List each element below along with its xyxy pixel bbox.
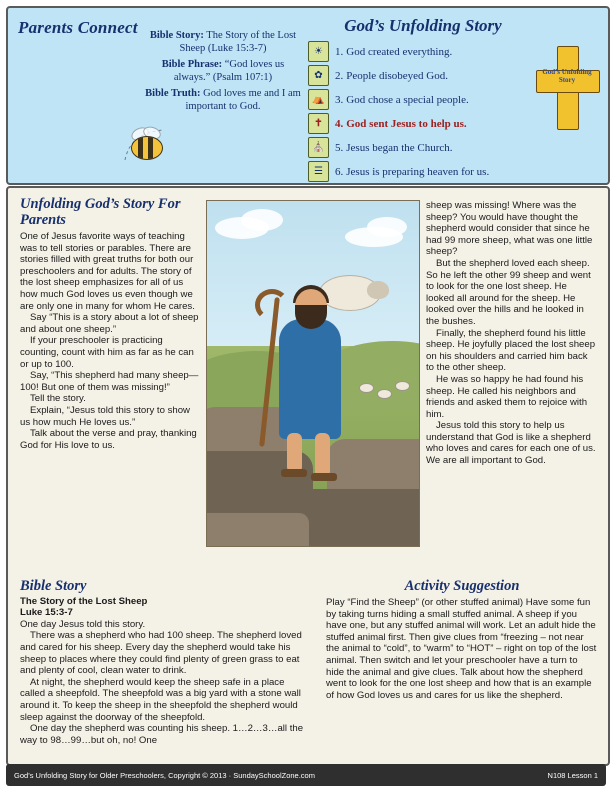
footer-copyright: God’s Unfolding Story for Older Preschoolers, Copyright © 2013 · SundaySchoolZone.com xyxy=(14,770,315,780)
section-activity-suggestion xyxy=(326,578,598,701)
shepherd-illustration xyxy=(206,200,420,547)
church-icon: ⛪ xyxy=(308,137,329,158)
section-unfolding-for-parents xyxy=(20,196,200,451)
unfolding-parents-paragraph-7: Talk about the verse and pray, thanking God for His love to us. xyxy=(20,428,197,451)
unfolding-item-5-label: Jesus began the Church. xyxy=(346,141,453,154)
bible-story-heading: Bible Story xyxy=(20,578,87,594)
activity-heading: Activity Suggestion xyxy=(404,578,520,594)
cross-logo-label: God’s Unfolding Story xyxy=(542,68,592,84)
content-panel xyxy=(6,186,610,766)
apple-serpent-icon: ✿ xyxy=(308,65,329,86)
unfolding-item-2-label: People disobeyed God. xyxy=(346,69,448,82)
unfolding-item-3-number: 3. xyxy=(335,93,344,106)
story-continuation-paragraph-2: But the shepherd loved each sheep. So he left the other 99 sheep and went to look for the one lost sheep. He looked all around for the sheep. He looked over the hills and he looked in the bushes. xyxy=(426,257,591,327)
unfolding-story-cross-logo xyxy=(536,46,598,128)
header-banner xyxy=(6,6,610,185)
heaven-gate-icon: ☰ xyxy=(308,161,329,182)
bee-icon xyxy=(123,126,169,166)
unfolding-item-4-label: God sent Jesus to help us. xyxy=(346,117,467,130)
unfolding-parents-paragraph-4: Say, “This shepherd had many sheep—100! But one of them was missing!” xyxy=(20,370,199,393)
bible-truth-block xyxy=(143,88,303,113)
unfolding-item-5 xyxy=(308,136,558,159)
bible-truth-label: Bible Truth: xyxy=(145,88,201,100)
bible-truth-value: God loves me and I am important to God. xyxy=(185,88,301,112)
bible-story-value: The Story of the Lost Sheep (Luke 15:3-7) xyxy=(179,30,297,54)
unfolding-item-1-label: God created everything. xyxy=(346,45,453,58)
unfolding-parents-paragraph-2: Say “This is a story about a lot of sheep and about one sheep.” xyxy=(20,312,199,335)
unfolding-parents-paragraph-5: Tell the story. xyxy=(30,393,86,405)
bible-story-paragraph-1: One day Jesus told this story. xyxy=(20,618,146,630)
unfolding-item-5-number: 5. xyxy=(335,141,344,154)
unfolding-item-4 xyxy=(308,112,558,135)
unfolding-item-3 xyxy=(308,88,558,111)
bible-story-paragraph-4: One day the shepherd was counting his sheep. 1…2…3…all the way to 98…99…but oh, no! One xyxy=(20,723,304,746)
activity-paragraph-1: Play “Find the Sheep” (or other stuffed animal) Have some fun by taking turns hiding a small stuffed animal. A sheep if you have one, but any stuffed animal will work. Let an adult hide the stuffed animal first. Then give clues from “freezing – not near the animal to “cold”, to “warm” to “HOT” – right on top of the lost animal. Then switch and let your preschooler have a turn to hide the animal and give clues. Talk about how the shepherd went to look for the one lost sheep and how that is an example of how God loves us and cares for us like the shepherd. xyxy=(326,597,597,701)
unfolding-story-list xyxy=(308,40,558,184)
page-footer xyxy=(6,764,606,786)
unfolding-story-title: God’s Unfolding Story xyxy=(344,16,502,35)
unfolding-parents-paragraph-6: Explain, “Jesus told this story to show us how much He loves us.” xyxy=(20,404,190,428)
tent-people-icon: ⛺ xyxy=(308,89,329,110)
story-continuation-paragraph-3: Finally, the shepherd found his little sheep. He joyfully placed the lost sheep on his shoulders and carried him back to the other sheep. xyxy=(426,327,596,374)
bible-story-subtitle-line1: The Story of the Lost Sheep xyxy=(20,596,148,607)
unfolding-item-6-number: 6. xyxy=(335,165,344,178)
bible-story-block xyxy=(143,30,303,55)
unfolding-item-6 xyxy=(308,160,558,183)
bible-info-block xyxy=(143,30,303,118)
footer-lesson-id: N108 Lesson 1 xyxy=(547,770,598,780)
unfolding-item-1-number: 1. xyxy=(335,45,344,58)
story-continuation-paragraph-4: He was so happy he had found his sheep. He called his neighbors and friends and asked them to rejoice with him. xyxy=(426,373,588,420)
story-continuation-paragraph-1: sheep was missing! Where was the sheep? You would have thought the shepherd would consider that since he had 99 more sheep, what was one little sheep? xyxy=(426,200,593,258)
story-continuation-paragraph-5: Jesus told this story to help us understand that God is like a shepherd who loves and cares for each one of us. We are all important to God. xyxy=(426,420,596,467)
bible-phrase-value: “God loves us always.” (Psalm 107:1) xyxy=(173,59,285,83)
bible-story-label: Bible Story: xyxy=(149,30,204,41)
unfolding-item-4-number: 4. xyxy=(335,117,344,130)
unfolding-item-1 xyxy=(308,40,558,63)
bible-phrase-label: Bible Phrase: xyxy=(161,59,223,71)
unfolding-item-2 xyxy=(308,64,558,87)
unfolding-parents-paragraph-1: One of Jesus favorite ways of teaching was to tell stories or parables. There are stories filled with great truths for both our preschoolers and for adults. The story of the lost sheep emphasizes for all of us how much God loves us even though we are only one in many for whom He cares. xyxy=(20,231,195,312)
bible-phrase-block xyxy=(143,59,303,84)
page-title: Parents Connect xyxy=(18,18,138,37)
bible-story-paragraph-2: There was a shepherd who had 100 sheep. The shepherd loved and cared for his sheep. Every day the shepherd would take his sheep to places where they could find plenty of green grass to eat and plenty of cool, clean water to drink. xyxy=(20,630,302,677)
bible-story-subtitle-line2: Luke 15:3-7 xyxy=(20,607,73,619)
unfolding-item-3-label: God chose a special people. xyxy=(346,93,469,106)
unfolding-item-6-label: Jesus is preparing heaven for us. xyxy=(346,165,490,178)
unfolding-item-2-number: 2. xyxy=(335,69,344,82)
manger-cross-icon: ✝ xyxy=(308,113,329,134)
unfolding-parents-heading: Unfolding God’s Story For Parents xyxy=(20,196,181,228)
creation-icon: ☀ xyxy=(308,41,329,62)
unfolding-parents-paragraph-3: If your preschooler is practicing counting, count with him as far as he can or up to 100. xyxy=(20,335,194,370)
section-bible-story xyxy=(20,578,310,746)
story-continuation-column xyxy=(426,200,596,467)
bible-story-paragraph-3: At night, the shepherd would keep the sheep safe in a place called a sheepfold. The sheepfold was a big yard with a stone wall around it. To keep the sheep in the sheepfold the shepherd would sleep against the doorway of the sheepfold. xyxy=(20,676,301,723)
